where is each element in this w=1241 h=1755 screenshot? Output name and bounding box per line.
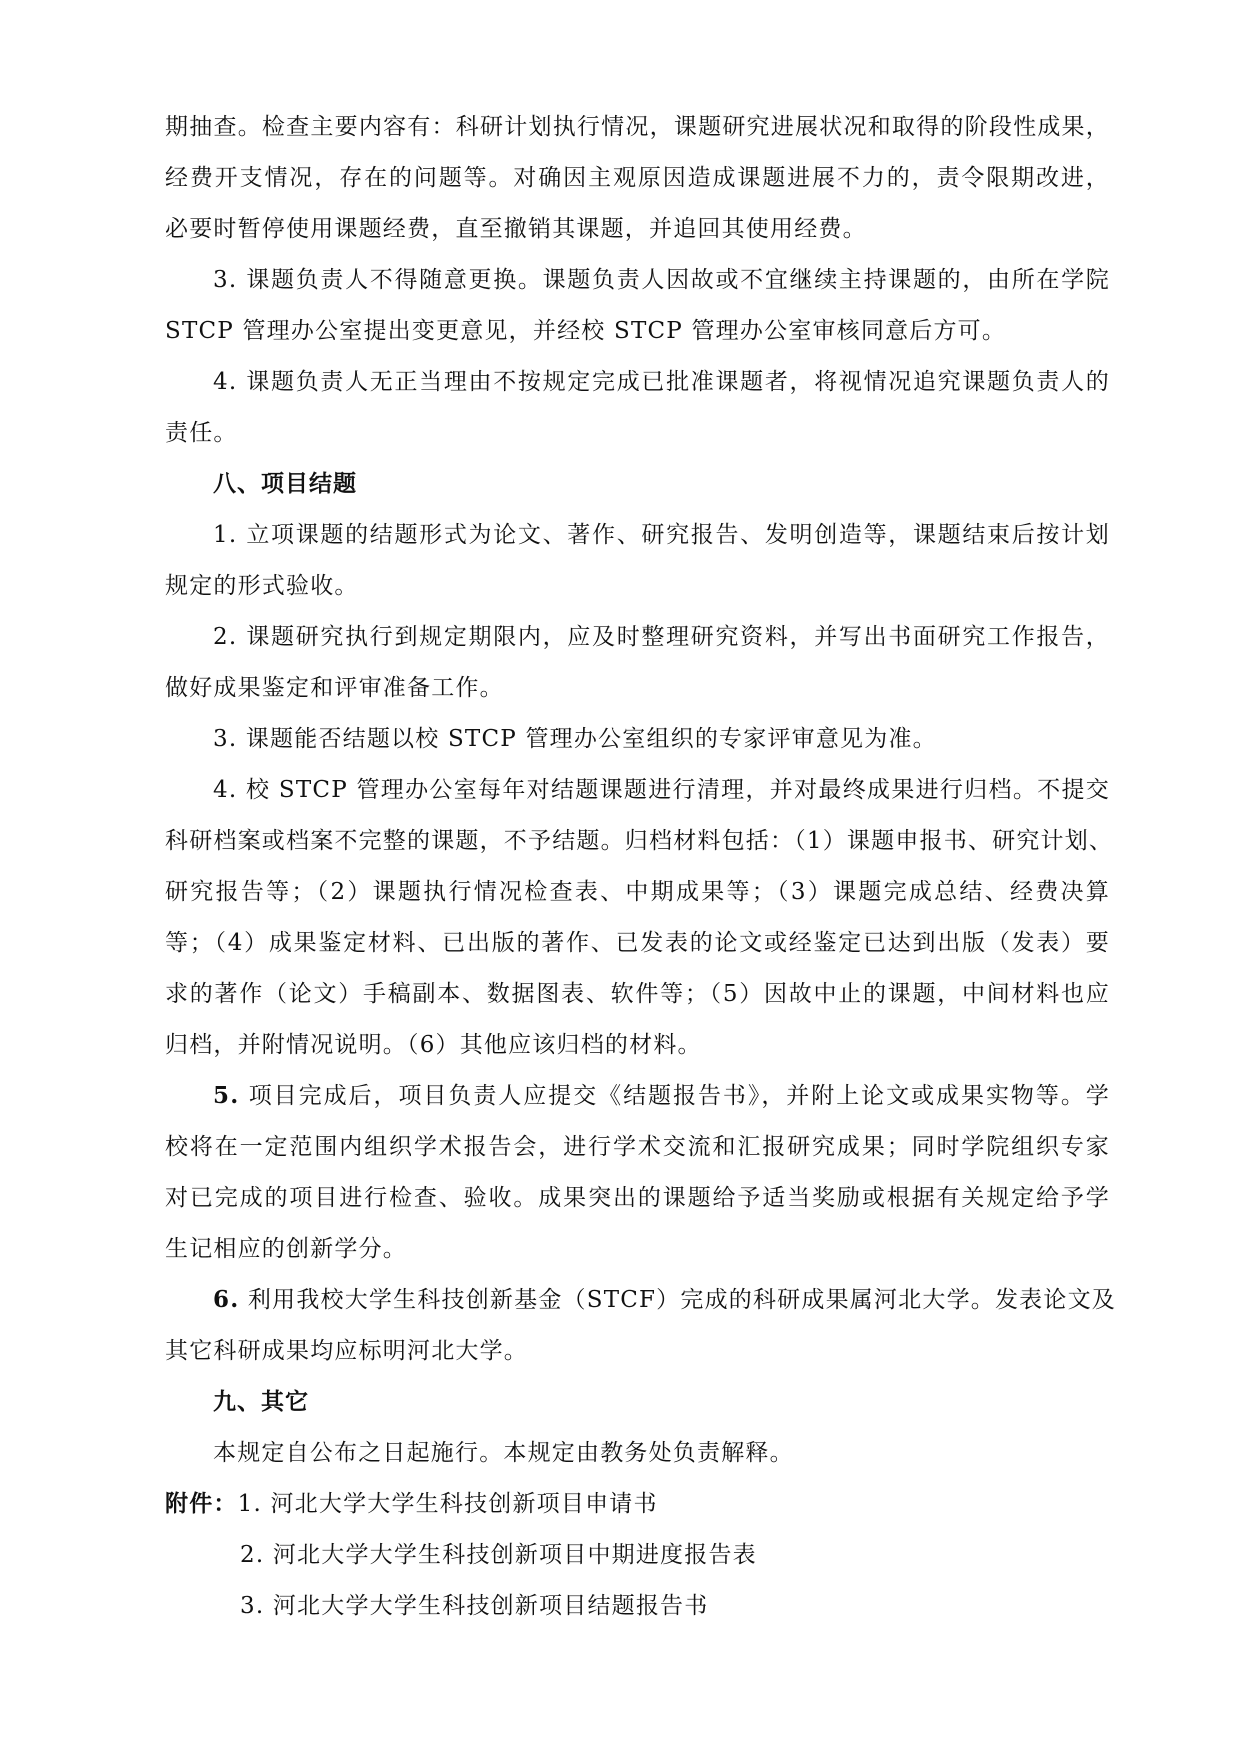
body-text-line: 期抽查。检查主要内容有：科研计划执行情况，课题研究进展状况和取得的阶段性成果，	[165, 114, 1110, 140]
body-text-fragment: 利用我校大学生科技创新基金（STCF）完成的科研成果属河北大学。发表论文及	[239, 1287, 1116, 1313]
body-text-line: 生记相应的创新学分。	[165, 1236, 407, 1262]
attachment-line	[165, 1489, 658, 1519]
body-text-line: 校将在一定范围内组织学术报告会，进行学术交流和汇报研究成果；同时学院组织专家	[165, 1134, 1110, 1160]
section-heading: 八、项目结题	[213, 471, 357, 497]
body-text-line: 对已完成的项目进行检查、验收。成果突出的课题给予适当奖励或根据有关规定给予学	[165, 1185, 1110, 1211]
item-number: 6.	[213, 1286, 240, 1313]
item-number: 5.	[213, 1082, 240, 1109]
body-text-line: 2. 课题研究执行到规定期限内，应及时整理研究资料，并写出书面研究工作报告，	[213, 624, 1110, 650]
body-text-line	[213, 1081, 1110, 1111]
body-text-line: 3. 课题负责人不得随意更换。课题负责人因故或不宜继续主持课题的，由所在学院	[213, 267, 1110, 293]
body-text-line: 责任。	[165, 420, 238, 446]
body-text-line: 3. 课题能否结题以校 STCP 管理办公室组织的专家评审意见为准。	[213, 726, 937, 752]
section-heading: 九、其它	[213, 1389, 309, 1415]
body-text-line: 求的著作（论文）手稿副本、数据图表、软件等；（5）因故中止的课题，中间材料也应	[165, 981, 1110, 1007]
body-text-line: STCP 管理办公室提出变更意见，并经校 STCP 管理办公室审核同意后方可。	[165, 318, 1007, 344]
body-text-line: 研究报告等；（2）课题执行情况检查表、中期成果等；（3）课题完成总结、经费决算	[165, 879, 1110, 905]
body-text-line: 4. 课题负责人无正当理由不按规定完成已批准课题者，将视情况追究课题负责人的	[213, 369, 1110, 395]
body-text-line: 4. 校 STCP 管理办公室每年对结题课题进行清理，并对最终成果进行归档。不提交	[213, 777, 1110, 803]
attachment-item: 1. 河北大学大学生科技创新项目申请书	[237, 1491, 658, 1517]
body-text-line: 本规定自公布之日起施行。本规定由教务处负责解释。	[213, 1440, 794, 1466]
body-text-line: 等；（4）成果鉴定材料、已出版的著作、已发表的论文或经鉴定已达到出版（发表）要	[165, 930, 1110, 956]
body-text-line: 做好成果鉴定和评审准备工作。	[165, 675, 504, 701]
attachments-label: 附件：	[165, 1491, 238, 1517]
body-text-line: 经费开支情况，存在的问题等。对确因主观原因造成课题进展不力的，责令限期改进，	[165, 165, 1110, 191]
body-text-line	[213, 1285, 1116, 1315]
body-text-fragment: 项目完成后，项目负责人应提交《结题报告书》，并附上论文或成果实物等。学	[239, 1083, 1110, 1109]
body-text-line: 必要时暂停使用课题经费，直至撤销其课题，并追回其使用经费。	[165, 216, 867, 242]
body-text-line: 其它科研成果均应标明河北大学。	[165, 1338, 528, 1364]
body-text-line: 归档，并附情况说明。（6）其他应该归档的材料。	[165, 1032, 702, 1058]
body-text-line: 规定的形式验收。	[165, 573, 359, 599]
attachment-item: 3. 河北大学大学生科技创新项目结题报告书	[240, 1593, 709, 1619]
body-text-line: 1. 立项课题的结题形式为论文、著作、研究报告、发明创造等，课题结束后按计划	[213, 522, 1110, 548]
attachment-item: 2. 河北大学大学生科技创新项目中期进度报告表	[240, 1542, 757, 1568]
body-text-line: 科研档案或档案不完整的课题，不予结题。归档材料包括：（1）课题申报书、研究计划、	[165, 828, 1114, 854]
